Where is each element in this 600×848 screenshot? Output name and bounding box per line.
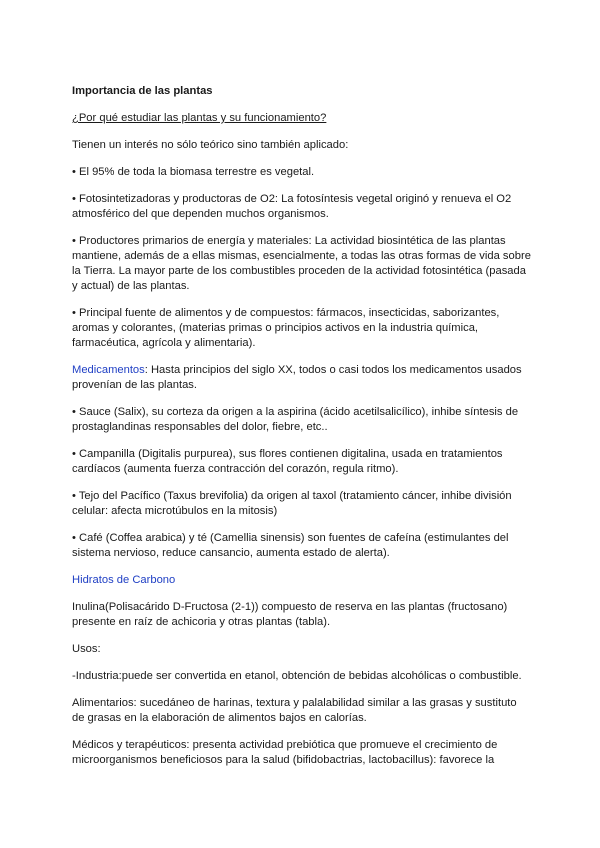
bullet-cafe-l2: sistema nervioso, reduce cansancio, aumenta estado de alerta). <box>72 547 390 559</box>
bullet-campanilla-l2: cardíacos (aumenta fuerza contracción del corazón, regula ritmo). <box>72 463 399 475</box>
bullet-biomasa: • El 95% de toda la biomasa terrestre es vegetal. <box>72 166 315 178</box>
bullet-productores-l4: y actual) de las plantas. <box>72 280 190 292</box>
bullet-tejo-l1: • Tejo del Pacífico (Taxus brevifolia) da origen al taxol (tratamiento cáncer, inhibe división <box>72 490 512 502</box>
section-question: ¿Por qué estudiar las plantas y su funcionamiento? <box>72 112 327 124</box>
medicamentos-link[interactable]: Medicamentos <box>72 364 145 376</box>
intro-paragraph: Tienen un interés no sólo teórico sino también aplicado: <box>72 139 349 151</box>
inulina-paragraph-l1: Inulina(Polisacárido D-Fructosa (2-1)) compuesto de reserva en las plantas (fructosano) <box>72 601 508 613</box>
bullet-sauce-l2: prostaglandinas responsables del dolor, fiebre, etc.. <box>72 421 328 433</box>
medicamentos-paragraph-l1 <box>72 363 524 378</box>
medicamentos-paragraph-l2: provenían de las plantas. <box>72 379 198 391</box>
industria-paragraph: -Industria:puede ser convertida en etanol, obtención de bebidas alcohólicas o combustible. <box>72 670 522 682</box>
bullet-fotosintesis-l2: atmosférico del que dependen muchos organismos. <box>72 208 329 220</box>
medicos-paragraph-l1: Médicos y terapéuticos: presenta actividad prebiótica que promueve el crecimiento de <box>72 739 498 751</box>
bullet-fotosintesis-l1: • Fotosintetizadoras y productoras de O2: La fotosíntesis vegetal originó y renueva el O2 <box>72 193 512 205</box>
bullet-alimentos-l2: aromas y colorantes, (materias primas o principios activos en la industria química, <box>72 322 479 334</box>
bullet-productores-l3: la Tierra. La mayor parte de los combustibles proceden de la actividad fotosintética (pasada <box>72 265 526 277</box>
bullet-sauce-l1: • Sauce (Salix), su corteza da origen a la aspirina (ácido acetilsalicílico), inhibe síntesis de <box>72 406 519 418</box>
usos-heading: Usos: <box>72 643 101 655</box>
bullet-alimentos-l3: farmacéutica, agrícola y alimentaria). <box>72 337 256 349</box>
inulina-paragraph-l2: presente en raíz de achicoria y otras plantas (tabla). <box>72 616 331 628</box>
medicamentos-text: : Hasta principios del siglo XX, todos o casi todos los medicamentos usados <box>144 364 522 376</box>
hidratos-link[interactable]: Hidratos de Carbono <box>72 574 176 586</box>
bullet-campanilla-l1: • Campanilla (Digitalis purpurea), sus flores contienen digitalina, usada en tratamientos <box>72 448 503 460</box>
alimentarios-paragraph-l1: Alimentarios: sucedáneo de harinas, textura y palalabilidad similar a las grasas y sustituto <box>72 697 517 709</box>
page-title: Importancia de las plantas <box>72 85 213 97</box>
bullet-alimentos-l1: • Principal fuente de alimentos y de compuestos: fármacos, insecticidas, saborizantes, <box>72 307 500 319</box>
bullet-cafe-l1: • Café (Coffea arabica) y té (Camellia sinensis) son fuentes de cafeína (estimulantes del <box>72 532 509 544</box>
bullet-productores-l2: mantiene, además de a ellas mismas, esencialmente, a todas las otras formas de vida sobre <box>72 250 531 262</box>
bullet-productores-l1: • Productores primarios de energía y materiales: La actividad biosintética de las plantas <box>72 235 506 247</box>
alimentarios-paragraph-l2: de grasas en la elaboración de alimentos bajos en calorías. <box>72 712 367 724</box>
medicos-paragraph-l2: microorganismos beneficiosos para la salud (bifidobactrias, lactobacillus): favorece la <box>72 754 495 766</box>
bullet-tejo-l2: celular: afecta microtúbulos en la mitosis) <box>72 505 278 517</box>
